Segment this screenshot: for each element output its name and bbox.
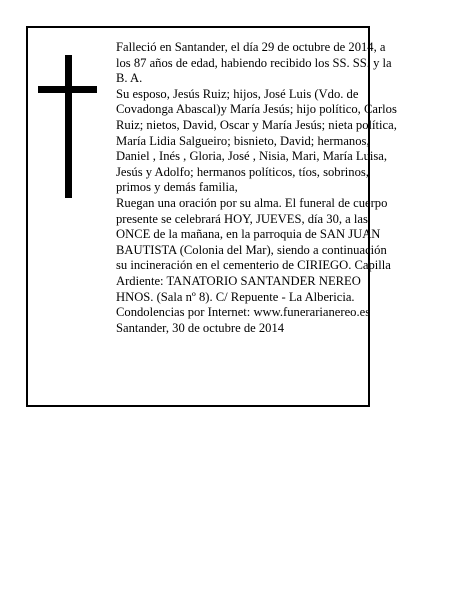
obituary-notice xyxy=(26,26,397,407)
funeral-details: Ruegan una oración por su alma. El funeral de cuerpo presente se celebrará HOY, JUEVES, día 30, a las ONCE de la mañana, en la parroquia de SAN JUAN BAUTISTA (Colonia del Mar), siendo a continuación su incineración en el cementerio de CIRIEGO. Capilla Ardiente: TANATORIO SANTANDER NEREO HNOS. (Sala nº 8). C/ Repuente - La Albericia. xyxy=(116,195,391,304)
condolences-line: Condolencias por Internet: www.funerarianereo.es xyxy=(116,305,371,320)
latin-cross-icon xyxy=(28,28,108,228)
cross-horizontal-bar xyxy=(38,86,97,93)
cross-vertical-bar xyxy=(65,55,72,198)
death-announcement: Falleció en Santander, el día 29 de octubre de 2014, a los 87 años de edad, habiendo recibido los SS. SS. y la B. A. xyxy=(116,40,392,86)
notice-date: Santander, 30 de octubre de 2014 xyxy=(116,320,285,335)
family-list: Su esposo, Jesús Ruiz; hijos, José Luis (Vdo. de Covadonga Abascal)y María Jesús; hijo político, Carlos Ruiz; nietos, David, Oscar y María Jesús; nieta política, María Lidia Salgueiro; bisnieto, David; hermanos, Daniel , Inés , Gloria, José , Nisia, Mari, María Luisa, Jesús y Adolfo; hermanos políticos, tíos, sobrinos, primos y demás familia, xyxy=(116,86,397,195)
notice-body xyxy=(116,40,401,336)
